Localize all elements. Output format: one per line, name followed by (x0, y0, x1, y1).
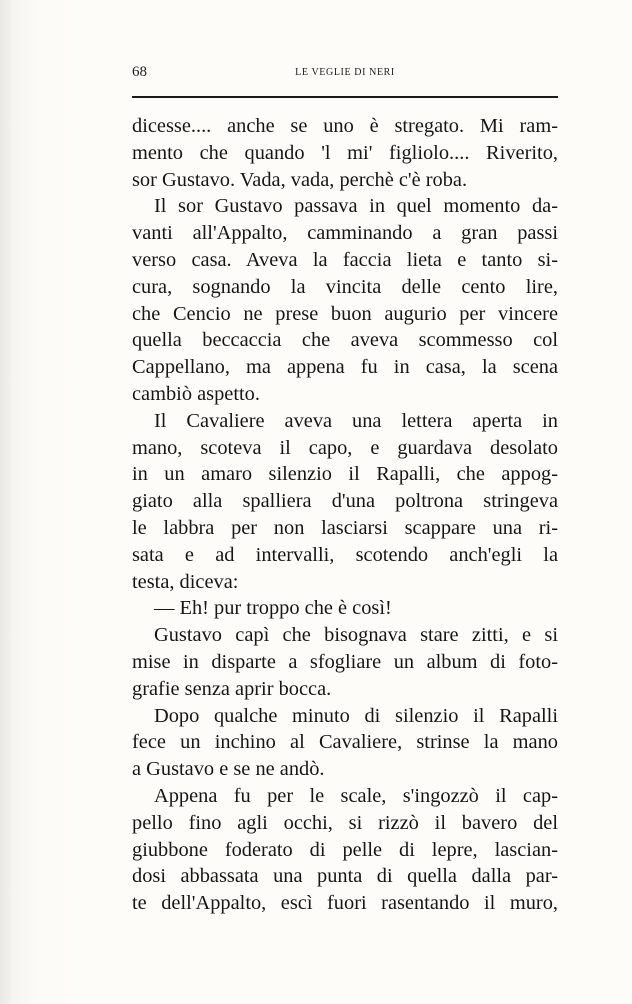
header-rule (132, 96, 558, 98)
text-line: sor Gustavo. Vada, vada, perchè c'è roba. (132, 168, 468, 191)
text-line: giubbone foderato di pelle di lepre, lascian- (132, 838, 558, 861)
text-line: mano, scoteva il capo, e guardava desolato (132, 436, 558, 459)
page-header (132, 64, 558, 88)
text-line: quella beccaccia che aveva scommesso col (132, 329, 558, 352)
text-line: cambiò aspetto. (132, 382, 260, 405)
text-line: fece un inchino al Cavaliere, strinse la mano (132, 731, 558, 754)
text-line: testa, diceva: (132, 570, 239, 593)
body-text (132, 113, 558, 917)
text-line: le labbra per non lasciarsi scappare una ri- (132, 516, 558, 539)
text-line: dicesse.... anche se uno è stregato. Mi ram- (132, 115, 558, 137)
text-line: sata e ad intervalli, scotendo anch'egli la (132, 543, 558, 566)
text-line: in un amaro silenzio il Rapalli, che appog- (132, 463, 558, 486)
text-line: te dell'Appalto, escì fuori rasentando il muro, (132, 892, 558, 915)
text-line: mento che quando 'l mi' figliolo.... Riverito, (132, 141, 558, 164)
text-line: cura, sognando la vincita delle cento lire, (132, 275, 558, 298)
text-line: dosi abbassata una punta di quella dalla par- (132, 865, 558, 888)
text-line: mise in disparte a sfogliare un album di foto- (132, 650, 558, 673)
paragraph-start-line: Gustavo capì che bisognava stare zitti, e si (154, 624, 558, 647)
paragraph-start-line: Il sor Gustavo passava in quel momento da- (154, 195, 558, 218)
text-line: che Cencio ne prese buon augurio per vincere (132, 302, 558, 325)
paragraph-start-line: Il Cavaliere aveva una lettera aperta in (154, 409, 558, 432)
running-title: LE VEGLIE DI NERI (295, 67, 395, 78)
text-line: pello fino agli occhi, si rizzò il bavero del (132, 811, 558, 834)
text-line: giato alla spalliera d'una poltrona stringeva (132, 490, 558, 513)
text-line: verso casa. Aveva la faccia lieta e tanto si- (132, 248, 558, 271)
text-line: a Gustavo e se ne andò. (132, 758, 325, 781)
text-line: grafie senza aprir bocca. (132, 677, 332, 700)
dialogue-line: — Eh! pur troppo che è così! (154, 597, 392, 620)
paragraph-start-line: Dopo qualche minuto di silenzio il Rapalli (154, 704, 558, 727)
text-line: Cappellano, ma appena fu in casa, la scena (132, 356, 558, 379)
paragraph-start-line: Appena fu per le scale, s'ingozzò il cap- (154, 784, 558, 807)
page-number: 68 (132, 64, 147, 80)
text-line: vanti all'Appalto, camminando a gran passi (132, 222, 558, 245)
